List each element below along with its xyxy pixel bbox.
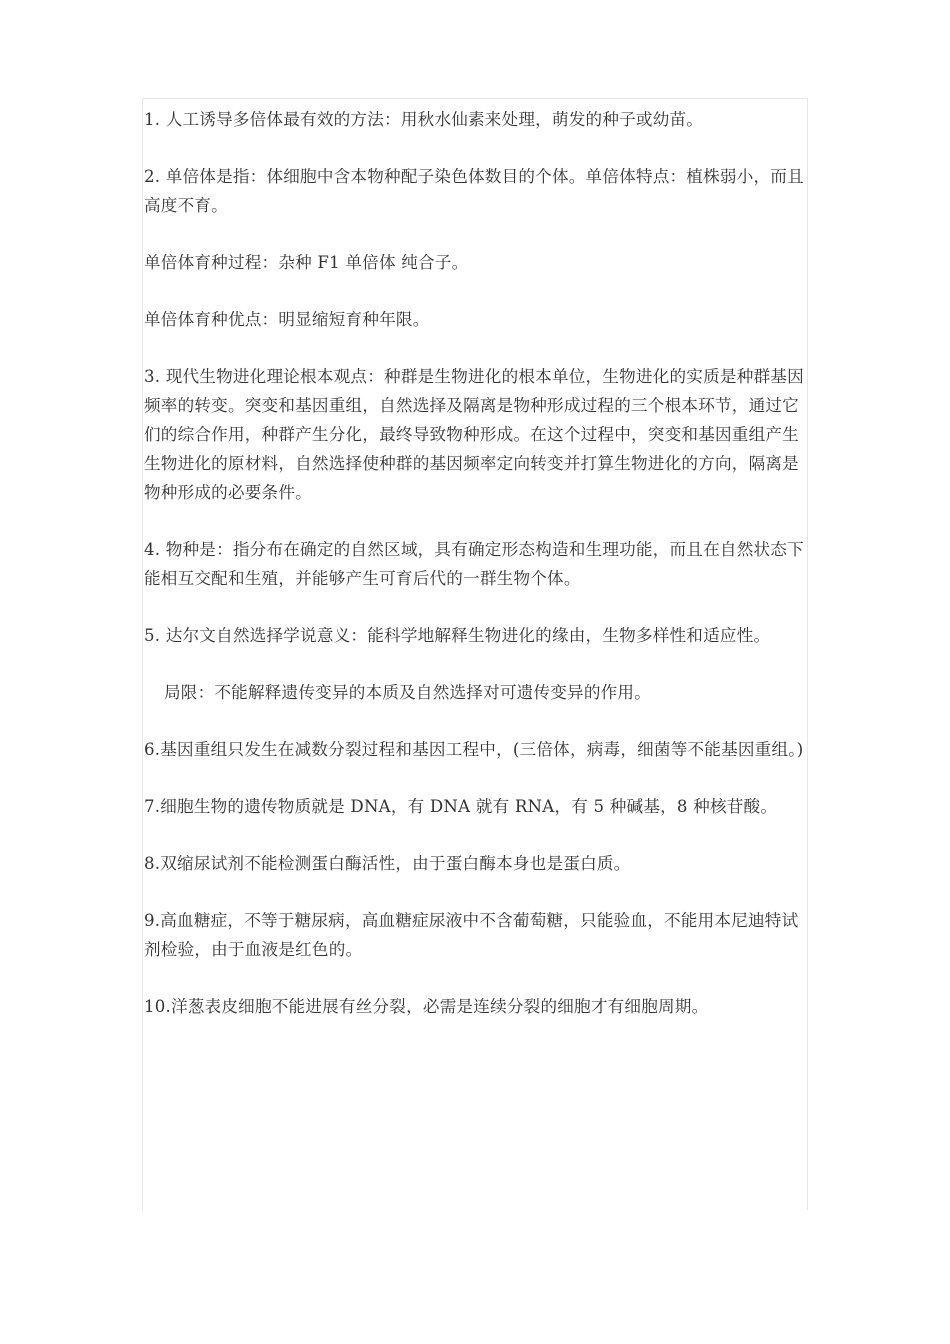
spacer (144, 764, 812, 792)
spacer (144, 277, 812, 305)
paragraph-13: 10.洋葱表皮细胞不能进展有丝分裂，必需是连续分裂的细胞才有细胞周期。 (144, 997, 709, 1016)
paragraph-12: 9.高血糖症，不等于糖尿病，高血糖症尿液中不含葡萄糖，只能验血，不能用本尼迪特试剂检验，由于血液是红色的。 (144, 911, 799, 959)
spacer (144, 507, 812, 535)
spacer (144, 707, 812, 735)
spacer (144, 220, 812, 248)
spacer (144, 334, 812, 362)
spacer (144, 593, 812, 621)
paragraph-9: 6.基因重组只发生在减数分裂过程和基因工程中，(三倍体，病毒，细菌等不能基因重组。) (144, 740, 804, 759)
spacer (144, 964, 812, 992)
paragraph-11: 8.双缩尿试剂不能检测蛋白酶活性，由于蛋白酶本身也是蛋白质。 (144, 854, 631, 873)
paragraph-10: 7.细胞生物的遗传物质就是 DNA，有 DNA 就有 RNA，有 5 种碱基，8 种核苷酸。 (144, 797, 778, 816)
paragraph-1: 1. 人工诱导多倍体最有效的方法：用秋水仙素来处理，萌发的种子或幼苗。 (144, 110, 704, 129)
spacer (144, 650, 812, 678)
paragraph-7: 5. 达尔文自然选择学说意义：能科学地解释生物进化的缘由，生物多样性和适应性。 (144, 626, 771, 645)
paragraph-6: 4. 物种是：指分布在确定的自然区域，具有确定形态构造和生理功能，而且在自然状态下能相互交配和生殖，并能够产生可育后代的一群生物个体。 (144, 540, 804, 588)
paragraph-8: 局限：不能解释遗传变异的本质及自然选择对可遗传变异的作用。 (164, 683, 652, 702)
spacer (144, 134, 812, 162)
paragraph-2: 2. 单倍体是指：体细胞中含本物种配子染色体数目的个体。单倍体特点：植株弱小，而且高度不育。 (144, 167, 804, 215)
paragraph-3: 单倍体育种过程：杂种 F1 单倍体 纯合子。 (144, 253, 469, 272)
paragraph-4: 单倍体育种优点：明显缩短育种年限。 (144, 310, 430, 329)
paragraph-5: 3. 现代生物进化理论根本观点：种群是生物进化的根本单位，生物进化的实质是种群基因频率的转变。突变和基因重组，自然选择及隔离是物种形成过程的三个根本环节，通过它们的综合作用，种群产生分化，最终导致物种形成。在这个过程中，突变和基因重组产生生物进化的原材料，自然选择使种群的基因频率定向转变并打算生物进化的方向，隔离是物种形成的必要条件。 (144, 367, 804, 502)
spacer (144, 821, 812, 849)
spacer (144, 878, 812, 906)
document-body (144, 105, 812, 1021)
